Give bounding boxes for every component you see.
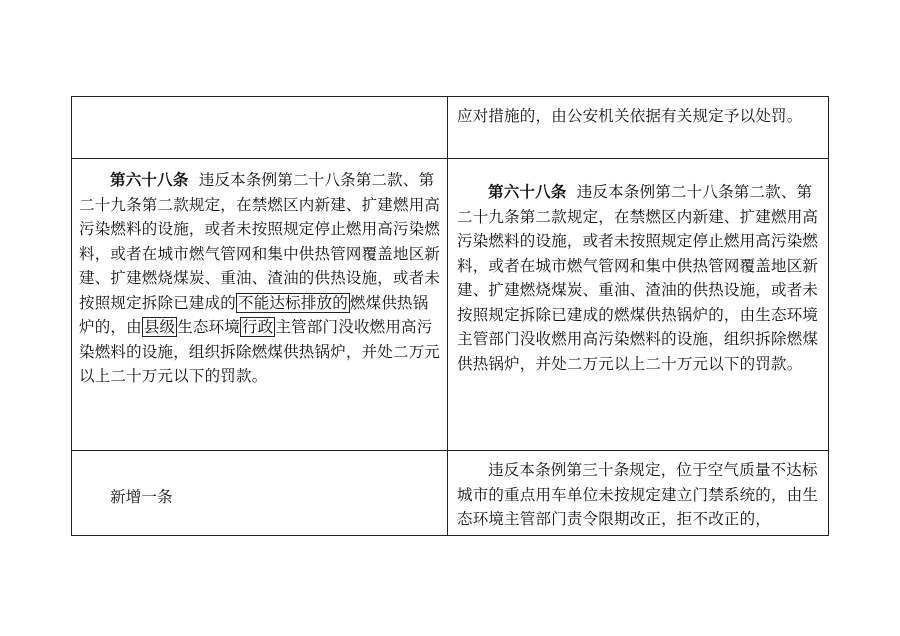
row2-left-paragraph [79,168,441,389]
row1-right-cell [457,104,821,129]
row3-right-text: 违反本条例第三十条规定，位于空气质量不达标城市的重点用车单位未按规定建立门禁系统的，由生态环境主管部门责令限期改正，拒不改正的， [457,461,819,528]
row3-right-cell [457,458,821,532]
row-divider-2 [71,450,829,451]
row-divider-1 [71,158,829,159]
row2-left-cell [79,168,441,389]
article-number: 第六十八条 [488,182,567,201]
table-border-left [71,96,72,536]
article-number: 第六十八条 [110,170,189,189]
deleted-text-box: 行政 [242,318,274,336]
table-border-top [71,96,829,97]
table-border-right [828,96,829,536]
row3-left-text: 新增一条 [110,488,173,506]
comparison-table [71,96,829,536]
row2-right-paragraph [457,180,821,376]
article-text: 违反本条例第二十八条第二款、第二十九条第二款规定，在禁燃区内新建、扩建燃用高污染燃料的设施，或者未按照规定停止燃用高污染燃料，或者在城市燃气管网和集中供热管网覆盖地区新建、扩建燃烧煤炭、重油、渣油的供热设施，或者未按照规定拆除已建成的燃煤供热锅炉的，由生态环境主管部门没收燃用高污染燃料的设施，组织拆除燃煤供热锅炉，并处二万元以上二十万元以下的罚款。 [457,183,819,373]
deleted-text-box: 不能达标排放的 [238,293,348,312]
deleted-text-box: 县级 [143,318,176,336]
article-text: 主管部门没收燃用高污染燃料的设施，组织拆除燃煤供热锅炉，并处二万元以上二十万元以下的罚款。 [79,318,441,385]
article-text: 燃煤供热锅炉的，由 [79,293,429,336]
row3-left-cell [79,485,441,510]
article-text: 违反本条例第二十八条第二款、第二十九条第二款规定，在禁燃区内新建、扩建燃用高污染燃料的设施，或者未按照规定停止燃用高污染燃料，或者在城市燃气管网和集中供热管网覆盖地区新建、扩建燃烧煤炭、重油、渣油的供热设施，或者未按照规定拆除已建成的 [79,171,441,312]
table-border-bottom [71,535,829,536]
row2-right-cell [457,180,821,376]
article-text: 生态环境 [177,318,241,336]
row1-right-text: 应对措施的，由公安机关依据有关规定予以处罚。 [457,107,803,125]
table-column-divider [447,96,448,536]
